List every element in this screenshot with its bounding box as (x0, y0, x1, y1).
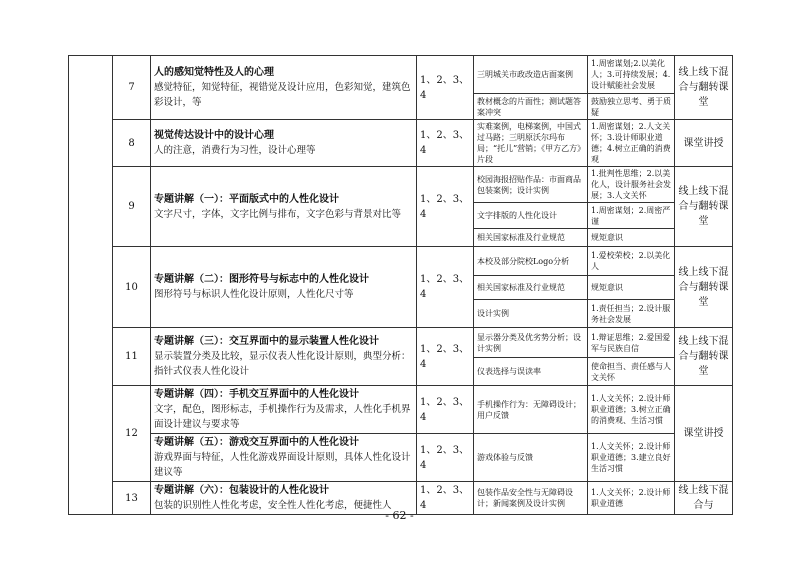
goal-cell: 1.批判性思维；2.以美化人，设计服务社会发展；3.人文关怀 (588, 167, 675, 203)
case-cell: 显示器分类及优劣势分析；设计实例 (474, 328, 588, 358)
goal-cell: 规矩意识 (588, 229, 675, 247)
page-number: - 62 - (385, 509, 414, 522)
content-desc: 显示装置分类及比较，显示仪表人性化设计原则，典型分析：指针式仪表人性化设计 (154, 351, 411, 377)
row-number: 10 (113, 247, 151, 328)
hours-cell: 1、2、3、4 (417, 328, 474, 386)
method-cell: 线上线下混合与翻转课堂 (675, 247, 733, 328)
case-cell: 包装作品安全性与无障碍设计；新闻案例及设计实例 (474, 482, 588, 515)
table-row (69, 247, 733, 276)
row-number: 7 (113, 56, 151, 120)
table-row (69, 328, 733, 358)
content-desc: 人的注意，消费行为习性，设计心理等 (154, 145, 316, 156)
hours-cell: 1、2、3、4 (417, 56, 474, 120)
content-cell (151, 167, 417, 247)
content-desc: 感觉特征，知觉特征，视错觉及设计应用，色彩知觉，建筑色彩设计，等 (154, 82, 411, 108)
content-desc: 图形符号与标识人性化设计原则，人性化尺寸等 (154, 289, 354, 300)
row-number: 8 (113, 120, 151, 167)
table-row (69, 167, 733, 203)
content-title: 专题讲解（二）：图形符号与标志中的人性化设计 (154, 274, 369, 285)
content-title: 视觉传达设计中的设计心理 (154, 130, 274, 141)
goal-cell: 1.周密谋划;2.以美化人；3.可持续发展；4.设计赋能社会发展 (588, 56, 675, 94)
content-title: 专题讲解（四）：手机交互界面中的人性化设计 (154, 389, 359, 400)
goal-cell: 1.周密谋划；2.周密严谨 (588, 203, 675, 229)
row-number: 13 (113, 482, 151, 515)
content-desc: 游戏界面与特征，人性化游戏界面设计原则，具体人性化设计建议等 (154, 452, 411, 478)
goal-cell: 1.责任担当；2.设计服务社会发展 (588, 300, 675, 328)
case-cell: 本校及部分院校Logo分析 (474, 247, 588, 276)
case-cell: 实难案例，电梯案例，中国式过马路；三明原沃尔玛布局；“托儿”营销；《甲方乙方》片段 (474, 120, 588, 167)
table-row (69, 386, 733, 434)
case-cell: 教材概念的片面性；测试题答案冲突 (474, 94, 588, 120)
case-cell: 仪表选择与误读率 (474, 358, 588, 386)
method-cell: 线上线下混合与翻转课堂 (675, 56, 733, 120)
hours-cell: 1、2、3、4 (417, 167, 474, 247)
hours-cell: 1、2、3、4 (417, 434, 474, 482)
content-cell (151, 120, 417, 167)
content-desc: 包装的识别性人性化考虑，安全性人性化考虑，便捷性人 (154, 500, 392, 511)
hours-cell: 1、2、3、4 (417, 386, 474, 434)
hours-cell: 1、2、3、4 (417, 482, 474, 515)
method-cell: 课堂讲授 (675, 386, 733, 482)
content-title: 专题讲解（三）：交互界面中的显示装置人性化设计 (154, 336, 379, 347)
row-number: 9 (113, 167, 151, 247)
content-cell (151, 328, 417, 386)
case-cell: 相关国家标准及行业规范 (474, 229, 588, 247)
row-number: 12 (113, 386, 151, 482)
case-cell: 相关国家标准及行业规范 (474, 276, 588, 300)
hours-cell: 1、2、3、4 (417, 120, 474, 167)
case-cell: 手机操作行为：无障碍设计；用户反馈 (474, 386, 588, 434)
goal-cell: 1.辩证思维；2.爱国爱军与民族自信 (588, 328, 675, 358)
goal-cell: 使命担当、责任感与人文关怀 (588, 358, 675, 386)
content-title: 人的感知觉特性及人的心理 (154, 67, 274, 78)
left-merged-cell (69, 56, 113, 515)
content-cell (151, 434, 417, 482)
goal-cell: 1.人文关怀；2.设计师职业道德 (588, 482, 675, 515)
goal-cell: 1.人文关怀；2.设计师职业道德；3.建立良好生活习惯 (588, 434, 675, 482)
row-number: 11 (113, 328, 151, 386)
goal-cell: 1.人文关怀；2.设计师职业道德；3.树立正确的消费观、生活习惯 (588, 386, 675, 434)
syllabus-table (68, 55, 733, 515)
content-desc: 文字，配色，图形标志，手机操作行为及需求，人性化手机界面设计建议与要求等 (154, 404, 411, 430)
table-row (69, 434, 733, 482)
content-title: 专题讲解（五）：游戏交互界面中的人性化设计 (154, 437, 359, 448)
goal-cell: 1.周密谋划；2.人文关怀；3.设计师职业道德；4.树立正确的消费观 (588, 120, 675, 167)
method-cell: 线上线下混合与翻转课堂 (675, 328, 733, 386)
method-cell: 线上线下混合与翻转课堂 (675, 167, 733, 247)
method-cell: 线上线下混合与 (675, 482, 733, 515)
goal-cell: 规矩意识 (588, 276, 675, 300)
content-title: 专题讲解（六）：包装设计的人性化设计 (154, 485, 329, 496)
content-cell (151, 56, 417, 120)
goal-cell: 1.爱校荣校；2.以美化人 (588, 247, 675, 276)
case-cell: 校园海报招贴作品：市面商品包装案例；设计实例 (474, 167, 588, 203)
case-cell: 游戏体验与反馈 (474, 434, 588, 482)
table-row (69, 56, 733, 94)
content-cell (151, 247, 417, 328)
hours-cell: 1、2、3、4 (417, 247, 474, 328)
case-cell: 文字排版的人性化设计 (474, 203, 588, 229)
case-cell: 三明城关市政改造店面案例 (474, 56, 588, 94)
table-row (69, 120, 733, 167)
content-cell (151, 386, 417, 434)
content-title: 专题讲解（一）：平面版式中的人性化设计 (154, 193, 339, 205)
case-cell: 设计实例 (474, 300, 588, 328)
content-desc: 文字尺寸，字体，文字比例与排布，文字色彩与背景对比等 (154, 208, 402, 220)
method-cell: 课堂讲授 (675, 120, 733, 167)
goal-cell: 鼓励独立思考、勇于质疑 (588, 94, 675, 120)
